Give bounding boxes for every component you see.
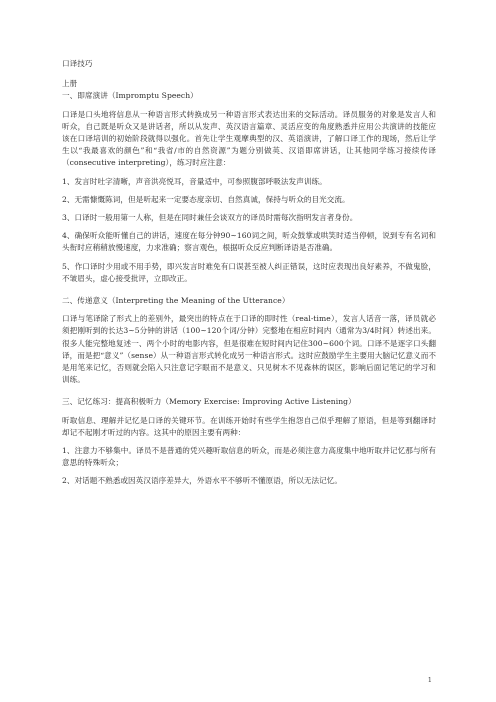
paragraph: 口译是口头地将信息从一种语言形式转换成另一种语言形式表达出来的交际活动。译员服务的对象是发言人和听众，自己既是听众又是讲话者，所以从发声、英汉语言篇章、灵活应变的角度熟悉并应用公共演讲的技能应该在口译培训的初始阶段就得以强化。首先让学生观摩典型的汉、英语演讲，了解口译工作的现场，然后让学生以“我最喜欢的颜色”和“我省/市的自然资源”为题分别做英、汉语即席讲话，让其他同学练习接续传译（consecutive interpreting），练习时应注意： [62, 109, 436, 168]
section-heading-3: 三、记忆练习：提高积极听力（Memory Exercise: Improving Active Listening） [62, 397, 356, 407]
list-item: 4、确保听众能听懂自己的讲话，速度在每分钟90~160词之间，听众鼓掌或哄笑时适当停顿，说到专有名词和头衔时应稍稍放慢速度，力求准确；察言观色，根据听众反应判断译语是否准确。 [62, 231, 436, 253]
section-heading-1: 一、即席演讲（Impromptu Speech） [62, 91, 198, 101]
list-item: 2、对话题不熟悉或因英汉语序差异大，外语水平不够听不懂原语，所以无法记忆。 [62, 476, 343, 486]
list-item: 3、口译时一般用第一人称，但是在同时兼任会谈双方的译员时需每次指明发言者身份。 [62, 213, 358, 223]
section-heading-2: 二、传递意义（Interpreting the Meaning of the Utterance） [62, 296, 290, 306]
volume-label: 上册 [62, 79, 78, 89]
list-item: 1、发言时吐字清晰，声音洪亮悦耳，音量适中，可参照腹部呼吸法发声训练。 [62, 176, 327, 186]
document-title: 口译技巧 [62, 59, 93, 68]
paragraph: 听取信息、理解并记忆是口译的关键环节。在训练开始时有些学生抱怨自己似乎理解了原语，但是等到翻译时却记不起刚才听过的内容。这其中的原因主要有两种： [62, 415, 436, 437]
page-number: 1 [427, 676, 432, 684]
list-item: 1、注意力不够集中。译员不是普通的凭兴趣听取信息的听众，而是必须注意力高度集中地听取并记忆那与所有意思的特殊听众； [62, 446, 436, 468]
document-body [62, 58, 436, 494]
paragraph: 口译与笔译除了形式上的差别外，最突出的特点在于口译的即时性（real-time），发言人话音一落，译员就必须把刚听到的长达3~5分钟的讲话（100~120个词/分钟）完整地在相应时间内（通常为3/4时间）转述出来。很多人能完整地复述一、两个小时的电影内容，但是很难在短时间内记住300~600个词。口译不是逐字口头翻译，而是把“意义”（sense）从一种语言形式转化成另一种语言形式。这时应鼓励学生主要用大脑记忆意义而不是用笔来记忆，否则就会陷入只注意记字眼而不是意义、只见树木不见森林的误区，影响后面记笔记的学习和训练。 [62, 314, 436, 385]
list-item: 5、作口译时少用或不用手势，即兴发言时难免有口误甚至被人纠正错误，这时应表现出良好素养，不做鬼脸，不皱眉头，虚心接受批评，立即改正。 [62, 261, 436, 283]
list-item: 2、无需慷慨陈词，但是听起来一定要态度亲切、自然真诚，保持与听众的目光交流。 [62, 194, 350, 204]
